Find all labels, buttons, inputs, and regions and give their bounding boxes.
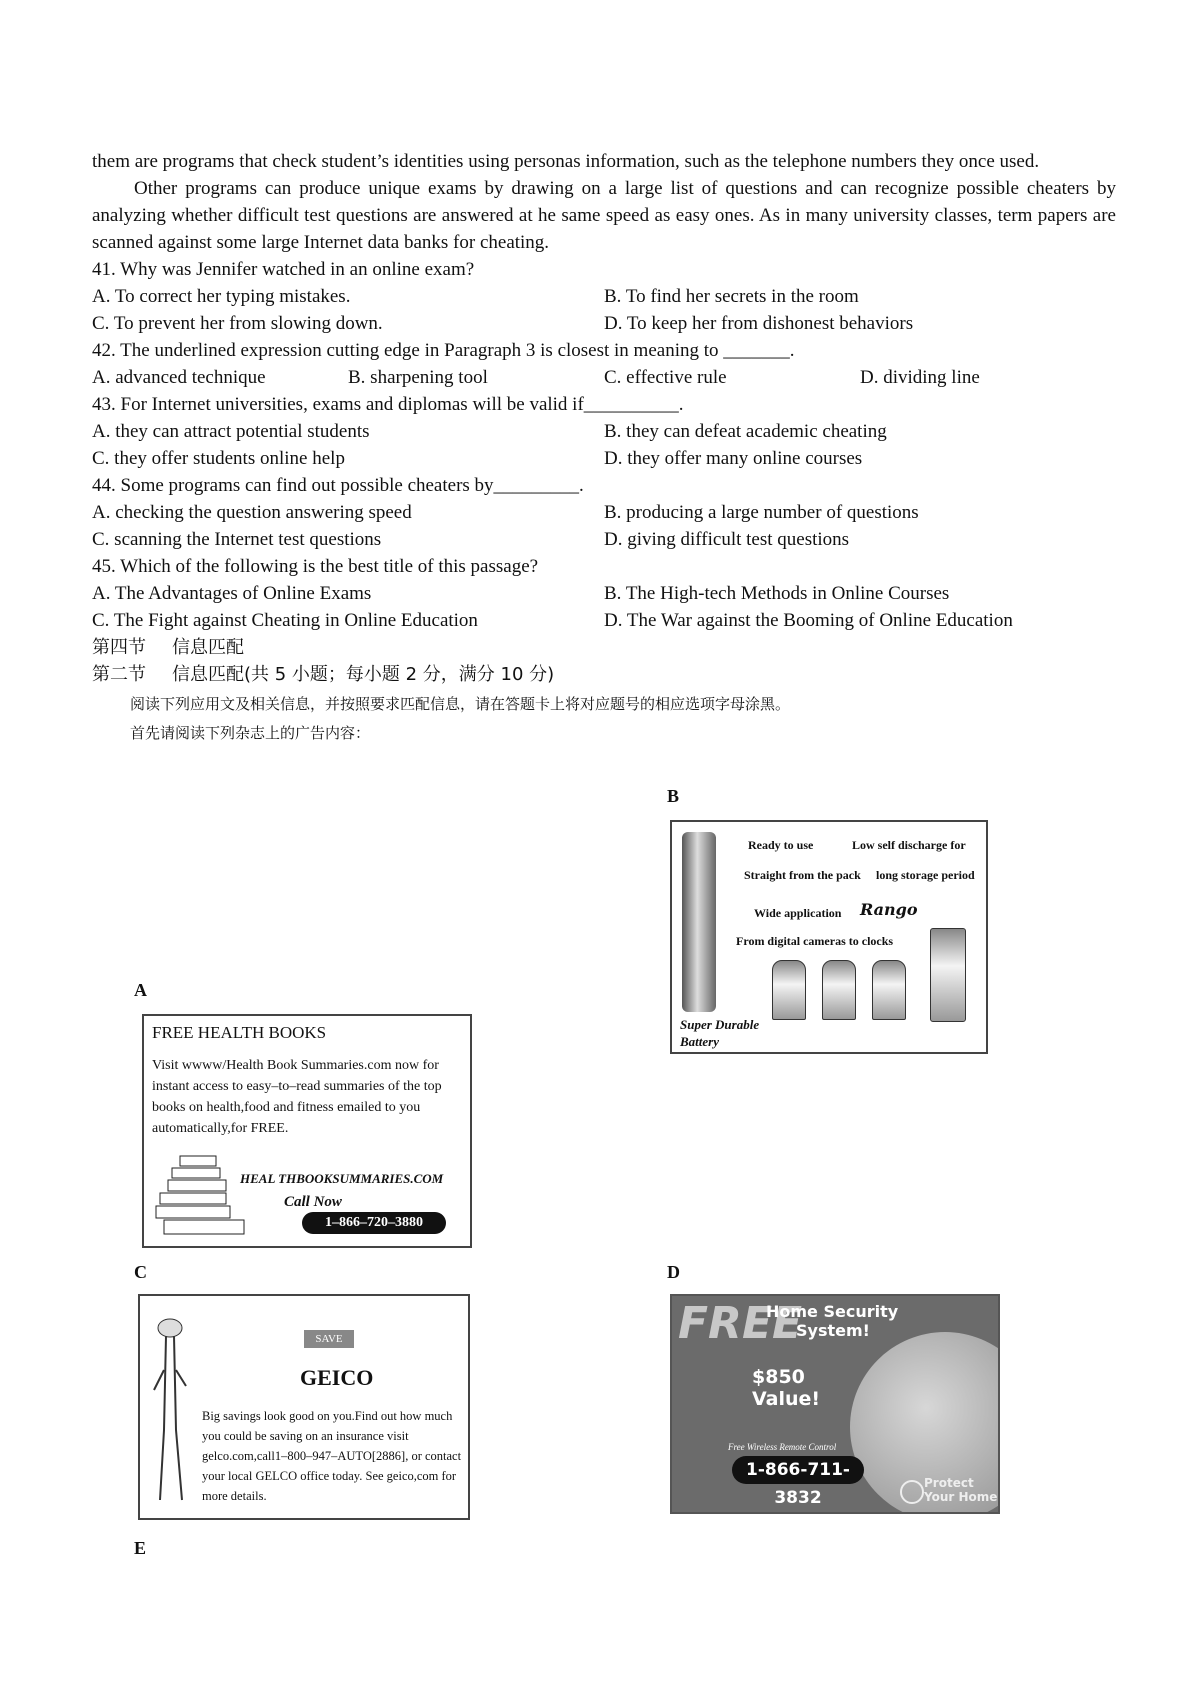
- option-43a: A. they can attract potential students: [92, 421, 370, 442]
- battery-pack-image: [872, 960, 906, 1020]
- ad-a-title: FREE HEALTH BOOKS: [152, 1023, 327, 1042]
- section-title: 信息匹配: [172, 637, 244, 658]
- ad-letter-a: A: [134, 980, 147, 1000]
- question-stem-41: 41. Why was Jennifer watched in an online exam?: [92, 259, 475, 280]
- ad-d-protect: [924, 1476, 997, 1504]
- instructions: 阅读下列应用文及相关信息，并按照要求匹配信息，请在答题卡上将对应题号的相应选项字母涂黑。: [130, 695, 791, 713]
- option-41d: D. To keep her from dishonest behaviors: [604, 313, 914, 334]
- option-row: [92, 310, 1116, 337]
- ad-b-line: Ready to use: [748, 838, 814, 852]
- battery-pack-image: [772, 960, 806, 1020]
- gecko-icon: [150, 1310, 190, 1510]
- option-row: [92, 364, 1116, 391]
- battery-tube-image: [682, 832, 716, 1012]
- option-43d: D. they offer many online courses: [604, 448, 863, 469]
- ad-health-books: [142, 1014, 472, 1248]
- headline-line: System!: [796, 1321, 870, 1340]
- ad-letter-e: E: [134, 1538, 147, 1558]
- question-stem-43: 43. For Internet universities, exams and diplomas will be valid if__________.: [92, 394, 684, 415]
- ad-b-line: Wide application: [754, 906, 842, 920]
- ad-c-brand: GEICO: [300, 1365, 374, 1390]
- battery-pack-image: [822, 960, 856, 1020]
- passage-and-questions: [92, 148, 1116, 745]
- section-number: 第四节: [92, 637, 146, 658]
- ad-d-value: [752, 1366, 820, 1410]
- option-row: [92, 580, 1116, 607]
- ad-b-line: long storage period: [876, 868, 975, 882]
- option-42d: D. dividing line: [860, 367, 980, 388]
- option-41a: A. To correct her typing mistakes.: [92, 286, 351, 307]
- option-43b: B. they can defeat academic cheating: [604, 421, 887, 442]
- ad-geico: [138, 1294, 470, 1520]
- ad-b-brand: Rango: [860, 900, 918, 919]
- headline-line: Home Security: [766, 1302, 899, 1321]
- ad-letter-c: C: [134, 1262, 147, 1282]
- option-44b: B. producing a large number of questions: [604, 502, 919, 523]
- caption-line: Super Durable: [680, 1017, 760, 1032]
- section-title: 信息匹配(共 5 小题；每小题 2 分，满分 10 分): [172, 664, 555, 685]
- ad-battery: [670, 820, 988, 1054]
- option-row: [92, 418, 1116, 445]
- value-line: $850: [752, 1366, 805, 1388]
- option-45d: D. The War against the Booming of Online Education: [604, 610, 1013, 631]
- section-number: 第二节: [92, 664, 146, 685]
- ad-a-call-label: Call Now: [284, 1194, 342, 1210]
- option-45c: C. The Fight against Cheating in Online Education: [92, 610, 478, 631]
- book-stack-icon: [150, 1152, 250, 1242]
- option-44d: D. giving difficult test questions: [604, 529, 850, 550]
- ad-letter-d: D: [667, 1262, 680, 1282]
- ad-home-security: [670, 1294, 1000, 1514]
- passage-paragraph: Other programs can produce unique exams by drawing on a large list of questions and can recognize possible cheaters by analyzing whether difficult test questions are answered at he same speed as easy ones. As in many university classes, term papers are scanned against some large Internet data banks for cheating.: [92, 178, 1116, 253]
- ad-b-line: Low self discharge for: [852, 838, 966, 852]
- ad-b-line: From digital cameras to clocks: [736, 934, 894, 948]
- passage-paragraph-tail: them are programs that check student’s identities using personas information, such as the telephone numbers they once used.: [92, 151, 1040, 172]
- option-row: [92, 526, 1116, 553]
- section-heading: [92, 661, 1116, 688]
- option-42a: A. advanced technique: [92, 367, 266, 388]
- option-44c: C. scanning the Internet test questions: [92, 529, 382, 550]
- option-42b: B. sharpening tool: [348, 367, 488, 388]
- ad-a-body: Visit wwww/Health Book Summaries.com now for instant access to easy–to–read summaries of the top books on health,food and fitness emailed to you automatically,for FREE.: [152, 1058, 442, 1136]
- caption-line: Battery: [680, 1034, 719, 1049]
- option-row: [92, 607, 1116, 634]
- value-line: Value!: [752, 1388, 821, 1410]
- section-heading: [92, 634, 1116, 661]
- question-stem-42: 42. The underlined expression cutting edge in Paragraph 3 is closest in meaning to _______.: [92, 340, 795, 361]
- option-44a: A. checking the question answering speed: [92, 502, 412, 523]
- ad-d-headline: [766, 1302, 898, 1340]
- ad-a-website: HEAL THBOOKSUMMARIES.COM: [240, 1171, 444, 1186]
- option-41c: C. To prevent her from slowing down.: [92, 313, 383, 334]
- ad-a-phone: 1–866–720–3880: [302, 1212, 446, 1234]
- ad-c-body: Big savings look good on you.Find out how much you could be saving on an insurance visit gelco.com,call1–800–947–AUTO[2886], or contact your local GELCO office today. See geico,com for more details.: [202, 1409, 462, 1503]
- instructions: 首先请阅读下列杂志上的广告内容：: [130, 724, 371, 742]
- question-stem-44: 44. Some programs can find out possible cheaters by_________.: [92, 475, 584, 496]
- save-tag: SAVE: [304, 1330, 354, 1348]
- shield-icon: [900, 1480, 924, 1504]
- ad-d-subtext: Free Wireless Remote Control: [728, 1442, 837, 1452]
- question-stem-45: 45. Which of the following is the best title of this passage?: [92, 556, 539, 577]
- protect-line: Protect: [924, 1476, 974, 1490]
- option-row: [92, 499, 1116, 526]
- option-41b: B. To find her secrets in the room: [604, 286, 859, 307]
- ad-d-free: FREE: [678, 1298, 803, 1349]
- option-45a: A. The Advantages of Online Exams: [92, 583, 372, 604]
- option-row: [92, 283, 1116, 310]
- option-row: [92, 445, 1116, 472]
- battery-pack-image: [930, 928, 966, 1022]
- ad-d-phone: 1-866-711-3832: [732, 1456, 864, 1484]
- ad-b-caption: [680, 1016, 759, 1050]
- option-42c: C. effective rule: [604, 367, 727, 388]
- option-45b: B. The High-tech Methods in Online Courses: [604, 583, 950, 604]
- ad-b-line: Straight from the pack: [744, 868, 861, 882]
- ad-letter-b: B: [667, 786, 680, 806]
- protect-line: Your Home: [924, 1490, 998, 1504]
- option-43c: C. they offer students online help: [92, 448, 345, 469]
